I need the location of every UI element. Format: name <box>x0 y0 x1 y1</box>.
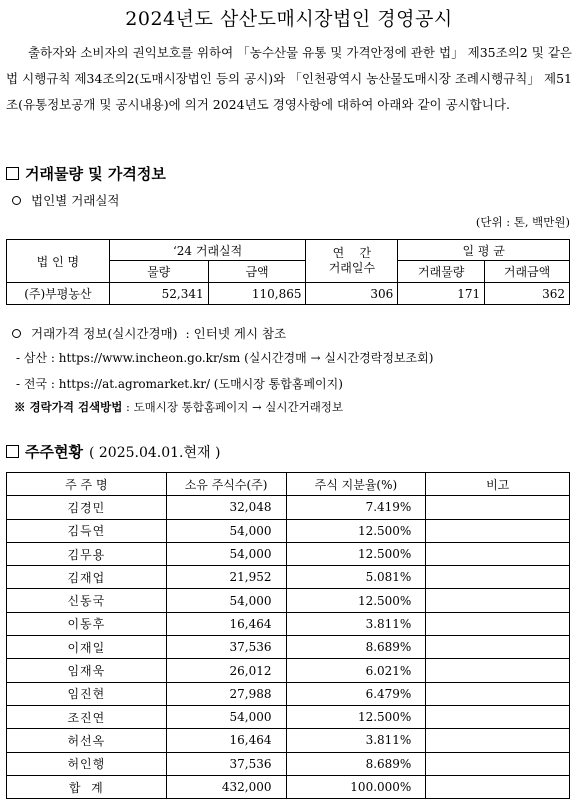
cell-days: 306 <box>306 283 398 305</box>
cell-ratio: 3.811% <box>286 729 426 752</box>
header-shareholder: 주 주 명 <box>7 473 167 496</box>
cell-remarks <box>426 775 570 798</box>
header-qty: 물량 <box>109 261 208 283</box>
cell-ratio: 3.811% <box>286 612 426 635</box>
cell-daily-amount: 362 <box>485 283 570 305</box>
header-daily-average: 일 평 균 <box>398 240 570 261</box>
cell-ratio: 12.500% <box>286 542 426 565</box>
table-row <box>7 729 570 752</box>
table-row <box>7 682 570 705</box>
cell-remarks <box>426 612 570 635</box>
cell-remarks <box>426 589 570 612</box>
cell-remarks <box>426 542 570 565</box>
search-method-text: : 도매시장 통합홈페이지 → 실시간거래정보 <box>122 400 344 414</box>
square-bullet-icon <box>6 445 19 458</box>
header-annual-days <box>306 240 398 283</box>
cell-name: 임진현 <box>7 682 167 705</box>
link-line-national[interactable]: - 전국 : https://at.agromarket.kr/ (도매시장 통합홈페이지) <box>16 377 343 391</box>
cell-remarks <box>426 496 570 519</box>
table-row <box>7 705 570 728</box>
trade-table <box>6 239 570 305</box>
cell-name: 허인행 <box>7 752 167 775</box>
cell-ratio: 6.479% <box>286 682 426 705</box>
header-amount: 금액 <box>208 261 306 283</box>
intro-paragraph <box>6 40 572 118</box>
cell-total-label: 합 계 <box>7 775 167 798</box>
cell-qty: 52,341 <box>109 283 208 305</box>
shareholders-table <box>6 472 570 799</box>
cell-ratio: 12.500% <box>286 519 426 542</box>
section-shareholders-date: ( 2025.04.01.현재 ) <box>88 444 221 461</box>
cell-shares: 27,988 <box>166 682 286 705</box>
cell-remarks <box>426 752 570 775</box>
search-method-note <box>14 399 343 415</box>
cell-shares: 32,048 <box>166 496 286 519</box>
cell-total-ratio: 100.000% <box>286 775 426 798</box>
header-ratio: 주식 지분율(%) <box>286 473 426 496</box>
cell-shares: 54,000 <box>166 589 286 612</box>
header-annual-days-line1: 연 간 <box>332 246 372 260</box>
table-row <box>7 566 570 589</box>
table-row <box>7 612 570 635</box>
cell-ratio: 5.081% <box>286 566 426 589</box>
header-daily-amount: 거래금액 <box>485 261 570 283</box>
cell-remarks <box>426 659 570 682</box>
cell-name: 이재일 <box>7 636 167 659</box>
section-trade-title: 거래물량 및 가격정보 <box>25 165 166 183</box>
circle-bullet-icon <box>12 196 21 205</box>
header-daily-qty: 거래물량 <box>398 261 485 283</box>
cell-remarks <box>426 729 570 752</box>
header-year-performance: ‘24 거래실적 <box>109 240 306 261</box>
cell-name: 조진연 <box>7 705 167 728</box>
bullet-price-info-text: 거래가격 정보(실시간경매) : 인터넷 게시 참조 <box>31 326 287 341</box>
cell-ratio: 7.419% <box>286 496 426 519</box>
cell-name: 신동국 <box>7 589 167 612</box>
cell-name: 김무용 <box>7 542 167 565</box>
cell-remarks <box>426 566 570 589</box>
section-shareholders-heading <box>6 441 220 462</box>
cell-corp: (주)부평농산 <box>7 283 110 305</box>
square-bullet-icon <box>6 167 19 180</box>
cell-ratio: 8.689% <box>286 752 426 775</box>
table-row <box>7 636 570 659</box>
cell-name: 이동후 <box>7 612 167 635</box>
cell-daily-qty: 171 <box>398 283 485 305</box>
cell-total-shares: 432,000 <box>166 775 286 798</box>
section-trade-heading <box>6 163 166 184</box>
cell-ratio: 12.500% <box>286 589 426 612</box>
cell-shares: 37,536 <box>166 636 286 659</box>
table-row <box>7 496 570 519</box>
cell-remarks <box>426 636 570 659</box>
bullet-price-info <box>12 324 286 342</box>
bullet-corp-performance <box>12 191 120 209</box>
table-row <box>7 589 570 612</box>
cell-shares: 16,464 <box>166 729 286 752</box>
circle-bullet-icon <box>12 329 21 338</box>
table-row <box>7 752 570 775</box>
link-line-samsan[interactable]: - 삼산 : https://www.incheon.go.kr/sm (실시간경매 → 실시간경락정보조회) <box>16 351 434 365</box>
table-row <box>7 283 570 305</box>
cell-name: 허선옥 <box>7 729 167 752</box>
cell-shares: 37,536 <box>166 752 286 775</box>
cell-shares: 21,952 <box>166 566 286 589</box>
cell-ratio: 6.021% <box>286 659 426 682</box>
cell-name: 김경민 <box>7 496 167 519</box>
cell-amount: 110,865 <box>208 283 306 305</box>
section-shareholders-title: 주주현황 <box>25 443 83 461</box>
cell-shares: 54,000 <box>166 519 286 542</box>
cell-shares: 26,012 <box>166 659 286 682</box>
header-shares: 소유 주식수(주) <box>166 473 286 496</box>
table-total-row <box>7 775 570 798</box>
cell-shares: 54,000 <box>166 542 286 565</box>
table-row <box>7 659 570 682</box>
bullet-corp-performance-text: 법인별 거래실적 <box>31 193 120 208</box>
cell-shares: 54,000 <box>166 705 286 728</box>
cell-shares: 16,464 <box>166 612 286 635</box>
cell-remarks <box>426 519 570 542</box>
intro-text: 출하자와 소비자의 권익보호를 위하여 「농수산물 유통 및 가격안정에 관한 법」 제35조의2 및 같은법 시행규칙 제34조의2(도매시장법인 등의 공시)와 「인천광역시 농산물도매시장 조례시행규칙」 제51조(유통정보공개 및 공시내용)에 의거 2024년도 경영사항에 대하여 아래와 같이 공시합니다. <box>6 45 572 112</box>
cell-remarks <box>426 705 570 728</box>
search-method-label: ※ 경락가격 검색방법 <box>14 400 123 414</box>
cell-name: 김득연 <box>7 519 167 542</box>
cell-ratio: 12.500% <box>286 705 426 728</box>
page-title: 2024년도 삼산도매시장법인 경영공시 <box>125 8 453 30</box>
cell-name: 김재업 <box>7 566 167 589</box>
table-row <box>7 519 570 542</box>
table-row <box>7 542 570 565</box>
header-corp: 법 인 명 <box>7 240 110 283</box>
header-annual-days-line2: 거래일수 <box>328 261 376 275</box>
header-remarks: 비고 <box>426 473 570 496</box>
cell-ratio: 8.689% <box>286 636 426 659</box>
cell-remarks <box>426 682 570 705</box>
cell-name: 임재욱 <box>7 659 167 682</box>
unit-label: (단위 : 톤, 백만원) <box>475 215 570 229</box>
